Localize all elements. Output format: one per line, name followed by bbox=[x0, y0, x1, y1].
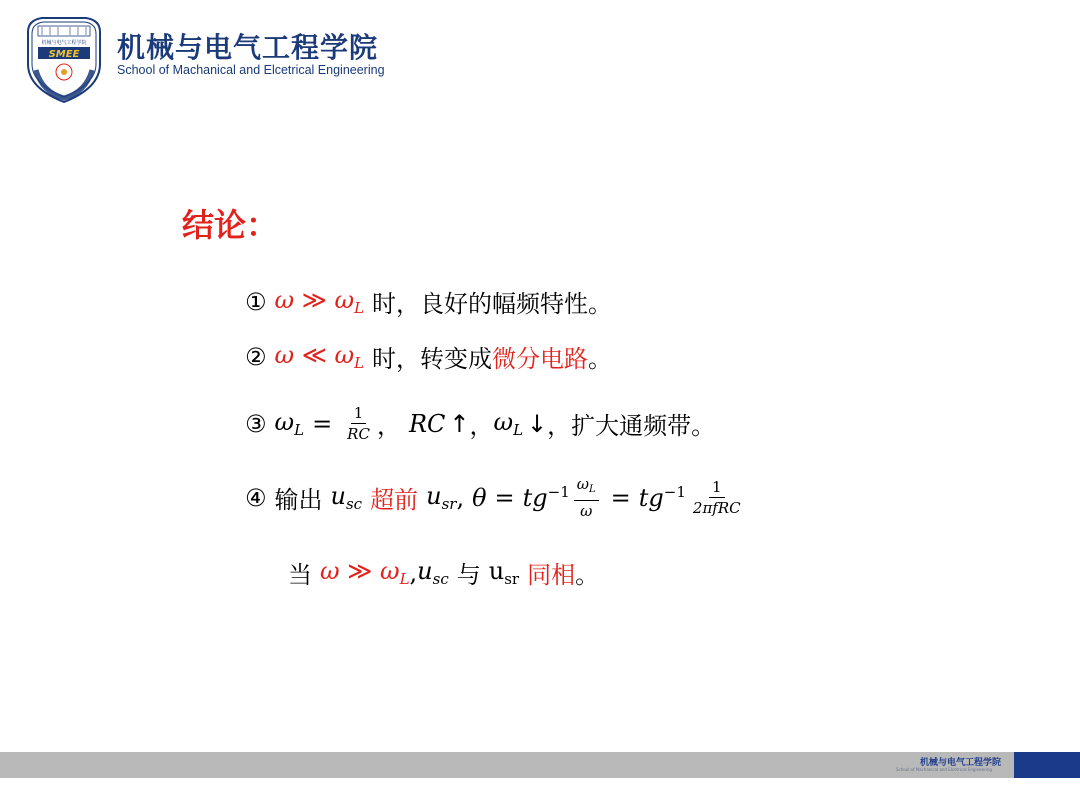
logo-banner-text: 机械与电气工程学院 bbox=[41, 40, 87, 46]
item-number: ① bbox=[245, 287, 267, 316]
tg-symbol: tg bbox=[522, 484, 548, 512]
equals-sign: = bbox=[610, 483, 631, 512]
subscript: sr bbox=[441, 495, 457, 513]
omega-symbol: ω bbox=[379, 557, 400, 585]
logo-smee-text: SMEE bbox=[48, 49, 80, 60]
conclusion-item-3 bbox=[245, 403, 715, 444]
omega-symbol: ω bbox=[274, 341, 295, 369]
much-greater-op: ≫ bbox=[301, 286, 327, 314]
footer-bar bbox=[0, 752, 1080, 778]
up-arrow-icon: ↑ bbox=[449, 409, 470, 438]
equals-sign: = bbox=[494, 483, 515, 512]
omega-symbol: ω bbox=[493, 408, 514, 436]
item-text: 时，转变成 bbox=[372, 345, 493, 373]
item-number: ③ bbox=[245, 409, 267, 438]
fraction-1-over-2pifrc bbox=[690, 477, 744, 518]
formula-u-sr bbox=[489, 557, 519, 588]
conclusion-item-5 bbox=[288, 555, 599, 590]
item-text-end: 。 bbox=[575, 561, 600, 589]
subscript: sc bbox=[432, 570, 449, 588]
formula-u-sc bbox=[417, 557, 449, 588]
footer-college-subtitle: School of Machanical and Elcetrical Engineering bbox=[896, 767, 992, 772]
item-number: ② bbox=[245, 342, 267, 371]
subscript: L bbox=[354, 354, 365, 372]
down-arrow-icon: ↓ bbox=[527, 409, 548, 438]
header bbox=[22, 12, 442, 107]
item-text: 当 bbox=[288, 561, 312, 589]
comma: ， bbox=[376, 412, 401, 440]
fraction-1-over-rc bbox=[344, 403, 373, 444]
fraction-denominator: ω bbox=[580, 502, 593, 520]
item-text: 与 bbox=[456, 561, 481, 589]
fraction-denominator: 2πfRC bbox=[692, 499, 741, 517]
rc-symbol: RC bbox=[408, 409, 446, 438]
omega-symbol: ω bbox=[334, 341, 355, 369]
conclusion-item-4 bbox=[245, 474, 748, 521]
subscript: sr bbox=[504, 570, 520, 588]
fraction-numerator bbox=[574, 474, 599, 501]
much-greater-op: ≫ bbox=[347, 557, 373, 585]
item-text: 时，良好的幅频特性。 bbox=[372, 290, 613, 318]
formula-omega-ll bbox=[275, 341, 365, 372]
u-symbol: u bbox=[330, 482, 346, 510]
formula-arctan bbox=[639, 483, 686, 512]
fraction-denominator: RC bbox=[347, 425, 370, 443]
omega-symbol: ω bbox=[274, 286, 295, 314]
comma: , bbox=[409, 558, 418, 587]
u-symbol: u bbox=[417, 557, 433, 585]
omega-symbol: ω bbox=[274, 408, 295, 436]
subscript: L bbox=[399, 570, 410, 588]
much-less-op: ≪ bbox=[301, 341, 327, 369]
conclusion-item-1 bbox=[245, 284, 612, 319]
equals-sign: = bbox=[312, 409, 333, 438]
comma: ， bbox=[469, 412, 494, 440]
item-text: ，扩大通频带。 bbox=[547, 412, 716, 440]
fraction-numerator: 1 bbox=[351, 403, 367, 424]
omega-symbol: ω bbox=[320, 557, 340, 585]
comma: , bbox=[456, 483, 465, 512]
college-name: 机械与电气工程学院 bbox=[117, 31, 379, 64]
conclusion-title: 结论： bbox=[182, 206, 279, 244]
fraction-omega-l-over-omega bbox=[574, 474, 599, 521]
formula-omega-gg bbox=[275, 286, 365, 317]
item-text-highlight: 超前 bbox=[370, 486, 419, 514]
subscript: L bbox=[513, 421, 524, 439]
subscript: sc bbox=[345, 495, 363, 513]
college-logo-icon bbox=[22, 12, 106, 104]
footer-college-name: 机械与电气工程学院 bbox=[920, 758, 1002, 768]
formula-u-sr bbox=[426, 482, 456, 513]
u-symbol: u bbox=[488, 557, 505, 585]
item-text-highlight: 微分电路 bbox=[492, 345, 589, 373]
theta-symbol: θ bbox=[472, 483, 487, 512]
formula-omega-l bbox=[275, 408, 305, 439]
item-number: ④ bbox=[245, 483, 267, 512]
subscript: L bbox=[354, 299, 365, 317]
item-text-end: 。 bbox=[588, 345, 613, 373]
subscript: L bbox=[294, 421, 305, 439]
u-symbol: u bbox=[426, 482, 442, 510]
omega-symbol: ω bbox=[576, 475, 590, 493]
omega-symbol: ω bbox=[334, 286, 355, 314]
formula-omega-gg bbox=[320, 557, 410, 588]
college-subtitle: School of Machanical and Elcetrical Engineering bbox=[117, 63, 385, 77]
formula-u-sc bbox=[331, 482, 363, 513]
item-text: 输出 bbox=[274, 486, 323, 514]
formula-arctan bbox=[523, 483, 570, 512]
formula-omega-l bbox=[494, 408, 524, 439]
fraction-numerator: 1 bbox=[709, 477, 725, 498]
subscript: L bbox=[589, 484, 596, 495]
tg-symbol: tg bbox=[638, 484, 664, 512]
conclusion-item-2 bbox=[245, 339, 612, 374]
footer-blue-block bbox=[1014, 752, 1080, 778]
superscript: −1 bbox=[547, 483, 570, 501]
item-text-highlight: 同相 bbox=[527, 561, 576, 589]
superscript: −1 bbox=[663, 483, 686, 501]
